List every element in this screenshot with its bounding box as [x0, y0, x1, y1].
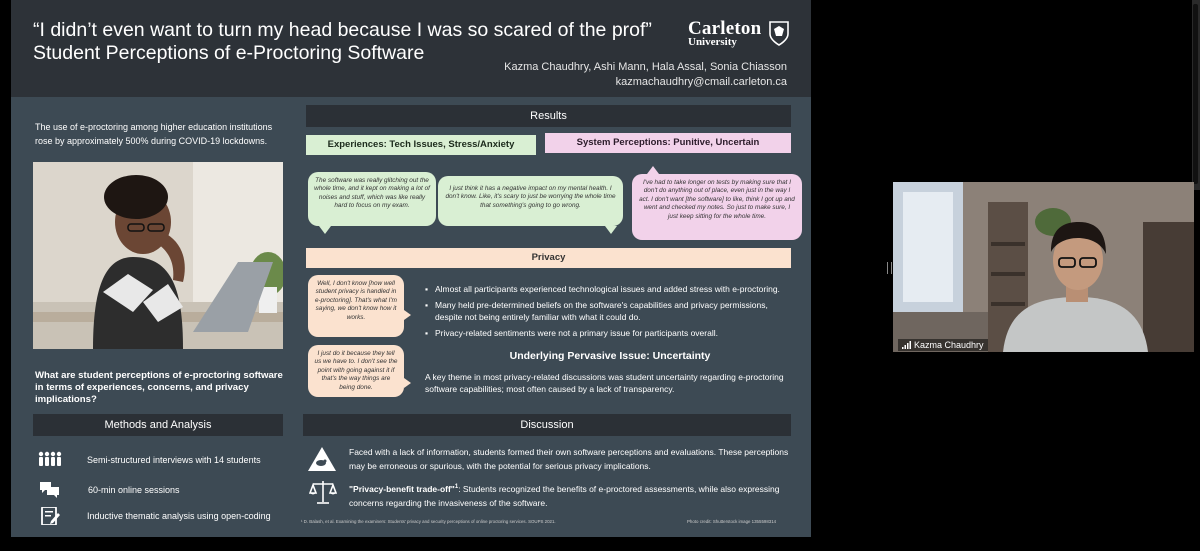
methods-heading: Methods and Analysis — [33, 414, 283, 436]
results-heading: Results — [306, 105, 791, 127]
panel-resize-handle[interactable] — [887, 262, 892, 274]
quote-bubble-told-to: I just do it because they tell us we have to. I don't see the point with going against it if that's the way things are being done. — [308, 345, 404, 397]
intro-text: The use of e-proctoring among higher education institutions rose by approximately 500% during COVID-19 lockdowns. — [35, 122, 273, 146]
clipboard-edit-icon — [37, 507, 63, 525]
quote-bubble-mental-health: I just think it has a negative impact on my mental health. I don't know. Like, it's scary to just be worrying the whole time that something's going to go wrong. — [438, 176, 623, 226]
experiences-heading: Experiences: Tech Issues, Stress/Anxiety — [306, 135, 536, 155]
chat-bubbles-icon — [37, 481, 63, 499]
bubble-tail — [404, 378, 411, 388]
bubble-tail — [404, 310, 411, 320]
bubble-tail — [647, 166, 659, 174]
quote-bubble-privacy-unknown: Well, I don't know [how well student privacy is handled in e-proctoring]. That's what I'm saying, we don't know how it works. — [308, 275, 404, 337]
method-text-analysis: Inductive thematic analysis using open-coding — [87, 511, 271, 521]
pervasive-issue-title: Underlying Pervasive Issue: Uncertainty — [509, 350, 711, 362]
poster-title — [33, 19, 652, 65]
balance-scale-icon — [309, 479, 337, 505]
privacy-bullet: ▪ Many held pre-determined beliefs on the software's capabilities and privacy permissions, despite not being entirely familiar with what it could do. — [425, 300, 795, 323]
shield-icon — [769, 21, 789, 46]
participant-video-tile[interactable] — [893, 182, 1194, 352]
privacy-bullet: ▪ Privacy-related sentiments were not a primary issue for participants overall. — [425, 328, 795, 340]
photo-credit: Photo credit: Shutterstock image 1355598314 — [687, 519, 777, 524]
quote-bubble-glitching: The software was really glitching out the whole time, and it kept on making a lot of noises and stuff, which was like really hard to focus on my exam. — [308, 172, 436, 226]
privacy-bullet: ▪ Almost all participants experienced technological issues and added stress with e-proctoring. — [425, 284, 795, 296]
participant-name: Kazma Chaudhry — [914, 340, 984, 350]
privacy-heading: Privacy — [306, 248, 791, 268]
quote-bubble-sitting: I've had to take longer on tests by making sure that I don't do anything out of place, even just in the way I act. I don't want [the software] to like, think I got up and went and checked my notes. So just to make sure, I just keep sitting for the whole time. — [632, 174, 802, 240]
logo-main-text: Carleton — [688, 18, 762, 39]
discussion-paragraph-perceptions: Faced with a lack of information, students formed their own software perceptions and evaluations. These perceptions may be erroneous or spurious, with the potential for serious privacy implications. — [349, 447, 789, 471]
footnote: ¹ D. Balash, et al. Examining the examiners: Students' privacy and security perceptions of online proctoring services. SOUPS 2021. — [301, 519, 556, 524]
poster-header — [11, 0, 811, 97]
student-photo — [33, 162, 283, 349]
participant-name-label — [898, 339, 988, 351]
tradeoff-text: : Students recognized the benefits of e-proctored assessments, while also expressing concerns regarding the invasiveness of the software. — [349, 483, 780, 508]
discussion-heading: Discussion — [303, 414, 791, 436]
authors-names: Kazma Chaudhry, Ashi Mann, Hala Assal, Sonia Chiasson — [504, 61, 787, 73]
tradeoff-term: "Privacy-benefit trade-off" — [349, 483, 455, 494]
author-email: kazmachaudhry@cmail.carleton.ca — [615, 76, 787, 88]
poster-title-line2: Student Perceptions of e-Proctoring Software — [33, 42, 425, 64]
carleton-logo — [688, 18, 765, 48]
system-perceptions-heading: System Perceptions: Punitive, Uncertain — [545, 133, 791, 153]
method-text-interviews: Semi-structured interviews with 14 students — [87, 455, 261, 465]
bubble-tail — [319, 226, 331, 234]
warning-icon — [307, 446, 337, 472]
people-group-icon — [37, 451, 63, 469]
shared-poster — [11, 0, 811, 537]
bubble-tail — [605, 226, 617, 234]
pervasive-issue-text: A key theme in most privacy-related discussions was student uncertainty regarding e-proctoring software capabilities; most often caused by a lack of transparency. — [425, 372, 784, 394]
research-question: What are student perceptions of e-proctoring software in terms of experiences, concerns, and privacy implications? — [35, 370, 283, 405]
discussion-paragraph-tradeoff — [349, 480, 799, 510]
method-text-sessions: 60-min online sessions — [88, 485, 180, 495]
tradeoff-footnote-mark: 1 — [454, 484, 459, 490]
scrollbar-thumb[interactable] — [1193, 4, 1198, 184]
logo-sub-text: University — [688, 36, 737, 48]
signal-strength-icon — [902, 341, 911, 349]
poster-title-line1: “I didn’t even want to turn my head because I was so scared of the prof” — [33, 19, 652, 41]
authors-block — [504, 60, 787, 90]
